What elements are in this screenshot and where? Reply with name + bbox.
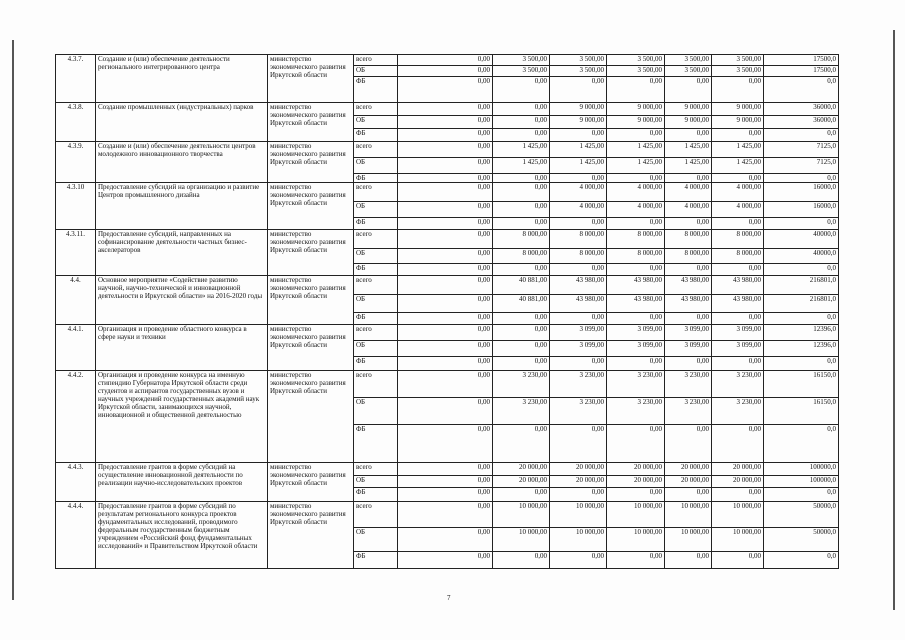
funding-source: ОБ bbox=[354, 341, 398, 357]
amount-cell: 0,00 bbox=[665, 218, 712, 230]
amount-cell: 0,00 bbox=[607, 129, 665, 142]
amount-cell: 0,00 bbox=[665, 313, 712, 325]
amount-cell: 10 000,00 bbox=[550, 528, 607, 552]
amount-cell: 8 000,00 bbox=[493, 230, 550, 249]
amount-cell: 0,00 bbox=[398, 264, 493, 276]
amount-cell: 1 425,00 bbox=[665, 142, 712, 158]
amount-cell: 1 425,00 bbox=[607, 158, 665, 174]
row-code: 4.4.2. bbox=[56, 371, 96, 463]
amount-cell: 50000,0 bbox=[764, 528, 839, 552]
amount-cell: 0,00 bbox=[665, 357, 712, 371]
amount-cell: 0,00 bbox=[398, 313, 493, 325]
amount-cell: 0,00 bbox=[550, 357, 607, 371]
row-organization: министерство экономического развития Иркутской области bbox=[268, 142, 354, 183]
amount-cell: 3 500,00 bbox=[550, 66, 607, 77]
amount-cell: 0,0 bbox=[764, 77, 839, 103]
amount-cell: 0,00 bbox=[398, 116, 493, 129]
funding-source: всего bbox=[354, 502, 398, 528]
amount-cell: 7125,0 bbox=[764, 158, 839, 174]
amount-cell: 16150,0 bbox=[764, 371, 839, 398]
funding-source: ОБ bbox=[354, 295, 398, 313]
table-row bbox=[56, 463, 839, 476]
funding-source: ФБ bbox=[354, 264, 398, 276]
amount-cell: 0,00 bbox=[712, 77, 764, 103]
amount-cell: 0,00 bbox=[493, 341, 550, 357]
amount-cell: 3 230,00 bbox=[665, 371, 712, 398]
amount-cell: 3 099,00 bbox=[550, 325, 607, 341]
amount-cell: 9 000,00 bbox=[607, 103, 665, 116]
funding-source: всего bbox=[354, 230, 398, 249]
amount-cell: 0,00 bbox=[398, 488, 493, 502]
amount-cell: 0,00 bbox=[398, 502, 493, 528]
amount-cell: 0,00 bbox=[712, 425, 764, 463]
row-code: 4.3.10 bbox=[56, 183, 96, 230]
amount-cell: 0,00 bbox=[493, 552, 550, 569]
amount-cell: 0,00 bbox=[398, 528, 493, 552]
row-name: Организация и проведение областного конкурса в сфере науки и техники bbox=[96, 325, 268, 371]
amount-cell: 0,00 bbox=[493, 77, 550, 103]
amount-cell: 0,00 bbox=[398, 295, 493, 313]
amount-cell: 10 000,00 bbox=[712, 502, 764, 528]
amount-cell: 3 500,00 bbox=[607, 66, 665, 77]
row-code: 4.4. bbox=[56, 276, 96, 325]
amount-cell: 3 500,00 bbox=[493, 66, 550, 77]
table-row bbox=[56, 325, 839, 341]
funding-source: всего bbox=[354, 55, 398, 66]
amount-cell: 12396,0 bbox=[764, 341, 839, 357]
amount-cell: 0,00 bbox=[398, 249, 493, 264]
funding-source: ОБ bbox=[354, 202, 398, 218]
amount-cell: 0,00 bbox=[398, 77, 493, 103]
row-organization: министерство экономического развития Иркутской области bbox=[268, 325, 354, 371]
amount-cell: 0,00 bbox=[665, 174, 712, 183]
amount-cell: 0,00 bbox=[493, 264, 550, 276]
row-name: Создание промышленных (индустриальных) парков bbox=[96, 103, 268, 142]
amount-cell: 10 000,00 bbox=[493, 502, 550, 528]
amount-cell: 3 099,00 bbox=[712, 341, 764, 357]
row-code: 4.4.4. bbox=[56, 502, 96, 569]
amount-cell: 0,00 bbox=[398, 230, 493, 249]
table-row bbox=[56, 183, 839, 202]
amount-cell: 3 230,00 bbox=[493, 398, 550, 425]
amount-cell: 0,00 bbox=[607, 313, 665, 325]
amount-cell: 3 230,00 bbox=[550, 371, 607, 398]
amount-cell: 4 000,00 bbox=[712, 202, 764, 218]
amount-cell: 0,00 bbox=[493, 103, 550, 116]
amount-cell: 8 000,00 bbox=[607, 249, 665, 264]
funding-source: ФБ bbox=[354, 77, 398, 103]
amount-cell: 3 099,00 bbox=[550, 341, 607, 357]
amount-cell: 0,00 bbox=[607, 77, 665, 103]
amount-cell: 1 425,00 bbox=[712, 142, 764, 158]
amount-cell: 0,00 bbox=[398, 183, 493, 202]
amount-cell: 3 500,00 bbox=[712, 55, 764, 66]
row-organization: министерство экономического развития Иркутской области bbox=[268, 230, 354, 276]
funding-source: ФБ bbox=[354, 313, 398, 325]
row-code: 4.3.8. bbox=[56, 103, 96, 142]
table-row bbox=[56, 371, 839, 398]
amount-cell: 43 980,00 bbox=[665, 276, 712, 295]
amount-cell: 1 425,00 bbox=[665, 158, 712, 174]
row-code: 4.3.7. bbox=[56, 55, 96, 103]
amount-cell: 3 099,00 bbox=[665, 325, 712, 341]
amount-cell: 10 000,00 bbox=[607, 502, 665, 528]
amount-cell: 1 425,00 bbox=[550, 142, 607, 158]
funding-source: ОБ bbox=[354, 66, 398, 77]
amount-cell: 0,00 bbox=[493, 425, 550, 463]
row-code: 4.4.1. bbox=[56, 325, 96, 371]
amount-cell: 4 000,00 bbox=[550, 183, 607, 202]
amount-cell: 4 000,00 bbox=[607, 183, 665, 202]
amount-cell: 16150,0 bbox=[764, 398, 839, 425]
funding-source: всего bbox=[354, 183, 398, 202]
row-organization: министерство экономического развития Иркутской области bbox=[268, 371, 354, 463]
amount-cell: 8 000,00 bbox=[550, 230, 607, 249]
amount-cell: 0,00 bbox=[493, 174, 550, 183]
amount-cell: 0,00 bbox=[665, 264, 712, 276]
amount-cell: 100000,0 bbox=[764, 476, 839, 488]
amount-cell: 9 000,00 bbox=[712, 103, 764, 116]
amount-cell: 4 000,00 bbox=[712, 183, 764, 202]
amount-cell: 3 099,00 bbox=[607, 325, 665, 341]
amount-cell: 0,00 bbox=[398, 202, 493, 218]
amount-cell: 0,0 bbox=[764, 174, 839, 183]
amount-cell: 1 425,00 bbox=[493, 142, 550, 158]
scan-edge-mark bbox=[893, 30, 895, 610]
table-row bbox=[56, 276, 839, 295]
amount-cell: 3 230,00 bbox=[493, 371, 550, 398]
amount-cell: 3 230,00 bbox=[712, 398, 764, 425]
amount-cell: 17500,0 bbox=[764, 55, 839, 66]
amount-cell: 10 000,00 bbox=[665, 502, 712, 528]
amount-cell: 0,00 bbox=[398, 129, 493, 142]
row-name: Основное мероприятие «Содействие развитию научной, научно-технической и инновационной деятельности в Иркутской области» на 2016-2020 годы bbox=[96, 276, 268, 325]
amount-cell: 20 000,00 bbox=[493, 476, 550, 488]
amount-cell: 43 980,00 bbox=[712, 276, 764, 295]
amount-cell: 0,00 bbox=[398, 463, 493, 476]
amount-cell: 8 000,00 bbox=[712, 230, 764, 249]
amount-cell: 4 000,00 bbox=[665, 183, 712, 202]
amount-cell: 0,00 bbox=[398, 66, 493, 77]
amount-cell: 0,00 bbox=[398, 357, 493, 371]
amount-cell: 0,00 bbox=[398, 158, 493, 174]
amount-cell: 3 230,00 bbox=[607, 398, 665, 425]
amount-cell: 8 000,00 bbox=[665, 230, 712, 249]
amount-cell: 0,0 bbox=[764, 218, 839, 230]
amount-cell: 0,00 bbox=[607, 357, 665, 371]
row-name: Создание и (или) обеспечение деятельности центров молодежного инновационного творчества bbox=[96, 142, 268, 183]
amount-cell: 20 000,00 bbox=[712, 463, 764, 476]
funding-source: ОБ bbox=[354, 476, 398, 488]
amount-cell: 20 000,00 bbox=[607, 463, 665, 476]
amount-cell: 7125,0 bbox=[764, 142, 839, 158]
amount-cell: 8 000,00 bbox=[493, 249, 550, 264]
amount-cell: 3 230,00 bbox=[607, 371, 665, 398]
amount-cell: 1 425,00 bbox=[493, 158, 550, 174]
amount-cell: 40000,0 bbox=[764, 230, 839, 249]
amount-cell: 10 000,00 bbox=[712, 528, 764, 552]
amount-cell: 0,00 bbox=[398, 55, 493, 66]
amount-cell: 0,00 bbox=[550, 77, 607, 103]
amount-cell: 0,0 bbox=[764, 488, 839, 502]
amount-cell: 36000,0 bbox=[764, 103, 839, 116]
amount-cell: 0,00 bbox=[665, 77, 712, 103]
amount-cell: 0,00 bbox=[712, 357, 764, 371]
amount-cell: 40000,0 bbox=[764, 249, 839, 264]
table-row bbox=[56, 103, 839, 116]
amount-cell: 43 980,00 bbox=[712, 295, 764, 313]
row-code: 4.3.11. bbox=[56, 230, 96, 276]
amount-cell: 4 000,00 bbox=[665, 202, 712, 218]
amount-cell: 3 099,00 bbox=[712, 325, 764, 341]
amount-cell: 0,00 bbox=[398, 371, 493, 398]
amount-cell: 0,00 bbox=[493, 116, 550, 129]
amount-cell: 0,0 bbox=[764, 264, 839, 276]
funding-source: ФБ bbox=[354, 552, 398, 569]
amount-cell: 0,00 bbox=[550, 425, 607, 463]
table-row bbox=[56, 230, 839, 249]
amount-cell: 20 000,00 bbox=[712, 476, 764, 488]
amount-cell: 10 000,00 bbox=[607, 528, 665, 552]
row-organization: министерство экономического развития Иркутской области bbox=[268, 502, 354, 569]
scan-edge-mark bbox=[12, 40, 14, 600]
funding-source: ОБ bbox=[354, 158, 398, 174]
row-organization: министерство экономического развития Иркутской области bbox=[268, 276, 354, 325]
amount-cell: 36000,0 bbox=[764, 116, 839, 129]
amount-cell: 0,00 bbox=[398, 325, 493, 341]
table-row bbox=[56, 142, 839, 158]
amount-cell: 0,00 bbox=[398, 142, 493, 158]
amount-cell: 0,00 bbox=[712, 552, 764, 569]
amount-cell: 12396,0 bbox=[764, 325, 839, 341]
amount-cell: 0,00 bbox=[607, 552, 665, 569]
amount-cell: 216801,0 bbox=[764, 295, 839, 313]
budget-table bbox=[55, 54, 839, 569]
amount-cell: 10 000,00 bbox=[493, 528, 550, 552]
amount-cell: 0,00 bbox=[607, 264, 665, 276]
funding-source: ОБ bbox=[354, 398, 398, 425]
amount-cell: 0,00 bbox=[493, 357, 550, 371]
amount-cell: 0,00 bbox=[398, 476, 493, 488]
amount-cell: 3 500,00 bbox=[550, 55, 607, 66]
amount-cell: 0,00 bbox=[398, 103, 493, 116]
amount-cell: 3 230,00 bbox=[665, 398, 712, 425]
amount-cell: 0,00 bbox=[398, 218, 493, 230]
funding-source: ФБ bbox=[354, 488, 398, 502]
amount-cell: 0,00 bbox=[712, 488, 764, 502]
amount-cell: 0,00 bbox=[550, 488, 607, 502]
amount-cell: 0,00 bbox=[550, 313, 607, 325]
amount-cell: 17500,0 bbox=[764, 66, 839, 77]
amount-cell: 20 000,00 bbox=[493, 463, 550, 476]
amount-cell: 0,00 bbox=[712, 129, 764, 142]
amount-cell: 0,0 bbox=[764, 357, 839, 371]
table-row bbox=[56, 502, 839, 528]
amount-cell: 9 000,00 bbox=[550, 116, 607, 129]
amount-cell: 0,00 bbox=[550, 129, 607, 142]
funding-source: всего bbox=[354, 325, 398, 341]
amount-cell: 0,00 bbox=[550, 218, 607, 230]
amount-cell: 0,00 bbox=[712, 313, 764, 325]
amount-cell: 43 980,00 bbox=[607, 295, 665, 313]
amount-cell: 3 230,00 bbox=[550, 398, 607, 425]
amount-cell: 0,00 bbox=[607, 218, 665, 230]
funding-source: всего bbox=[354, 142, 398, 158]
amount-cell: 43 980,00 bbox=[550, 295, 607, 313]
amount-cell: 0,00 bbox=[493, 129, 550, 142]
amount-cell: 0,00 bbox=[398, 174, 493, 183]
amount-cell: 3 500,00 bbox=[607, 55, 665, 66]
amount-cell: 3 500,00 bbox=[665, 66, 712, 77]
amount-cell: 0,00 bbox=[665, 425, 712, 463]
amount-cell: 8 000,00 bbox=[712, 249, 764, 264]
amount-cell: 0,0 bbox=[764, 425, 839, 463]
amount-cell: 0,00 bbox=[607, 425, 665, 463]
amount-cell: 10 000,00 bbox=[665, 528, 712, 552]
amount-cell: 0,00 bbox=[665, 552, 712, 569]
amount-cell: 1 425,00 bbox=[607, 142, 665, 158]
amount-cell: 0,00 bbox=[493, 488, 550, 502]
amount-cell: 0,00 bbox=[712, 218, 764, 230]
amount-cell: 0,0 bbox=[764, 129, 839, 142]
row-name: Предоставление грантов в форме субсидий на осуществление инновационной деятельности по реализации научно-исследовательских проектов bbox=[96, 463, 268, 502]
row-name: Предоставление грантов в форме субсидий по результатам регионального конкурса проектов фундаментальных исследований, проводимого федеральным государственным бюджетным учреждением «Российский фонд фундаментальных исследований» и Правительством Иркутской области bbox=[96, 502, 268, 569]
amount-cell: 0,00 bbox=[493, 313, 550, 325]
amount-cell: 0,00 bbox=[712, 174, 764, 183]
funding-source: ОБ bbox=[354, 116, 398, 129]
amount-cell: 3 500,00 bbox=[493, 55, 550, 66]
amount-cell: 20 000,00 bbox=[665, 476, 712, 488]
amount-cell: 100000,0 bbox=[764, 463, 839, 476]
amount-cell: 20 000,00 bbox=[550, 463, 607, 476]
amount-cell: 3 500,00 bbox=[665, 55, 712, 66]
amount-cell: 16000,0 bbox=[764, 202, 839, 218]
amount-cell: 0,00 bbox=[493, 183, 550, 202]
row-name: Организация и проведение конкурса на именную стипендию Губернатора Иркутской области среди студентов и аспирантов государственных вузов и научных учреждений государственных академий наук Иркутской области, занимающихся научной, инновационной и общественной деятельностью bbox=[96, 371, 268, 463]
amount-cell: 43 980,00 bbox=[665, 295, 712, 313]
amount-cell: 40 881,00 bbox=[493, 276, 550, 295]
amount-cell: 20 000,00 bbox=[550, 476, 607, 488]
amount-cell: 1 425,00 bbox=[550, 158, 607, 174]
amount-cell: 216801,0 bbox=[764, 276, 839, 295]
row-code: 4.4.3. bbox=[56, 463, 96, 502]
row-name: Предоставление субсидий, направленных на софинансирование деятельности частных бизнес-акселераторов bbox=[96, 230, 268, 276]
amount-cell: 9 000,00 bbox=[665, 116, 712, 129]
amount-cell: 3 099,00 bbox=[607, 341, 665, 357]
amount-cell: 0,0 bbox=[764, 552, 839, 569]
page-number: 7 bbox=[447, 594, 451, 602]
funding-source: ФБ bbox=[354, 425, 398, 463]
amount-cell: 3 099,00 bbox=[665, 341, 712, 357]
amount-cell: 9 000,00 bbox=[607, 116, 665, 129]
funding-source: всего bbox=[354, 463, 398, 476]
amount-cell: 0,00 bbox=[607, 174, 665, 183]
row-name: Предоставление субсидий на организацию и развитие Центров промышленного дизайна bbox=[96, 183, 268, 230]
amount-cell: 0,00 bbox=[493, 202, 550, 218]
amount-cell: 1 425,00 bbox=[712, 158, 764, 174]
funding-source: ФБ bbox=[354, 218, 398, 230]
amount-cell: 16000,0 bbox=[764, 183, 839, 202]
amount-cell: 9 000,00 bbox=[665, 103, 712, 116]
funding-source: ОБ bbox=[354, 528, 398, 552]
amount-cell: 50000,0 bbox=[764, 502, 839, 528]
amount-cell: 8 000,00 bbox=[665, 249, 712, 264]
amount-cell: 20 000,00 bbox=[607, 476, 665, 488]
row-code: 4.3.9. bbox=[56, 142, 96, 183]
amount-cell: 3 500,00 bbox=[712, 66, 764, 77]
amount-cell: 9 000,00 bbox=[550, 103, 607, 116]
amount-cell: 0,00 bbox=[398, 276, 493, 295]
amount-cell: 9 000,00 bbox=[712, 116, 764, 129]
amount-cell: 8 000,00 bbox=[607, 230, 665, 249]
amount-cell: 3 230,00 bbox=[712, 371, 764, 398]
amount-cell: 0,00 bbox=[493, 325, 550, 341]
amount-cell: 0,00 bbox=[550, 174, 607, 183]
table-row bbox=[56, 55, 839, 66]
amount-cell: 4 000,00 bbox=[607, 202, 665, 218]
row-organization: министерство экономического развития Иркутской области bbox=[268, 103, 354, 142]
amount-cell: 0,00 bbox=[398, 398, 493, 425]
amount-cell: 8 000,00 bbox=[550, 249, 607, 264]
amount-cell: 0,00 bbox=[398, 425, 493, 463]
amount-cell: 0,00 bbox=[493, 218, 550, 230]
amount-cell: 43 980,00 bbox=[550, 276, 607, 295]
funding-source: ФБ bbox=[354, 357, 398, 371]
amount-cell: 0,00 bbox=[550, 264, 607, 276]
funding-source: ОБ bbox=[354, 249, 398, 264]
row-name: Создание и (или) обеспечение деятельности регионального интегрированного центра bbox=[96, 55, 268, 103]
amount-cell: 0,0 bbox=[764, 313, 839, 325]
amount-cell: 10 000,00 bbox=[550, 502, 607, 528]
funding-source: ФБ bbox=[354, 174, 398, 183]
amount-cell: 4 000,00 bbox=[550, 202, 607, 218]
amount-cell: 20 000,00 bbox=[665, 463, 712, 476]
funding-source: всего bbox=[354, 371, 398, 398]
amount-cell: 0,00 bbox=[607, 488, 665, 502]
amount-cell: 40 881,00 bbox=[493, 295, 550, 313]
funding-source: ФБ bbox=[354, 129, 398, 142]
amount-cell: 0,00 bbox=[665, 488, 712, 502]
amount-cell: 0,00 bbox=[398, 341, 493, 357]
amount-cell: 0,00 bbox=[665, 129, 712, 142]
amount-cell: 0,00 bbox=[712, 264, 764, 276]
row-organization: министерство экономического развития Иркутской области bbox=[268, 463, 354, 502]
funding-source: всего bbox=[354, 276, 398, 295]
amount-cell: 0,00 bbox=[398, 552, 493, 569]
amount-cell: 43 980,00 bbox=[607, 276, 665, 295]
row-organization: министерство экономического развития Иркутской области bbox=[268, 55, 354, 103]
row-organization: министерство экономического развития Иркутской области bbox=[268, 183, 354, 230]
funding-source: всего bbox=[354, 103, 398, 116]
amount-cell: 0,00 bbox=[550, 552, 607, 569]
